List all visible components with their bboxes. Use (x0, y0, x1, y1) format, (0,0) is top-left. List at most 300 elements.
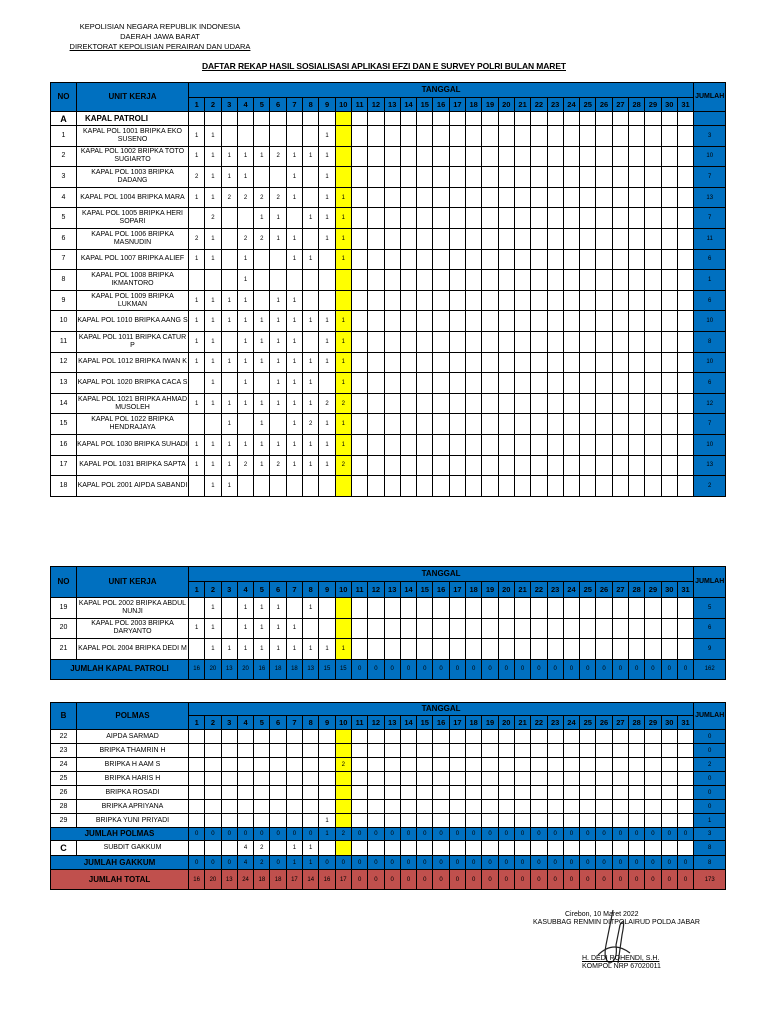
day-cell (661, 167, 677, 188)
day-cell (433, 352, 449, 373)
day-cell (629, 167, 645, 188)
header-no: NO (51, 83, 77, 112)
day-cell (645, 800, 661, 814)
day-cell (335, 841, 351, 856)
day-cell: 1 (189, 393, 205, 414)
letterhead-line-2: DAERAH JAWA BARAT (120, 32, 200, 41)
day-cell: 1 (237, 270, 253, 291)
day-cell (612, 772, 628, 786)
row-total: 10 (694, 352, 726, 373)
day-cell (612, 208, 628, 229)
unit-name: KAPAL POL 2004 BRIPKA DEDI M (77, 639, 189, 660)
summary-cell: 0 (482, 856, 498, 870)
row-number: 16 (51, 434, 77, 455)
summary-cell: 0 (498, 659, 514, 679)
day-cell (400, 744, 416, 758)
day-cell (466, 434, 482, 455)
header-day: 9 (319, 582, 335, 598)
day-cell: 1 (254, 598, 270, 619)
row-number: 15 (51, 414, 77, 435)
day-cell (661, 126, 677, 147)
summary-cell: 1 (286, 856, 302, 870)
day-cell (498, 393, 514, 414)
day-cell (417, 112, 433, 126)
day-cell (189, 598, 205, 619)
day-cell (514, 187, 530, 208)
header-day: 3 (221, 98, 237, 112)
unit-name: BRIPKA H AAM S (77, 758, 189, 772)
day-cell (400, 786, 416, 800)
day-cell (482, 476, 498, 497)
header-day: 14 (400, 582, 416, 598)
day-cell (482, 187, 498, 208)
summary-cell: 0 (449, 828, 465, 841)
day-cell (612, 331, 628, 352)
header-day: 11 (351, 582, 367, 598)
summary-cell: 0 (433, 856, 449, 870)
day-cell (677, 311, 693, 332)
day-cell (612, 290, 628, 311)
summary-cell: 4 (237, 856, 253, 870)
day-cell (563, 786, 579, 800)
day-cell (449, 146, 465, 167)
day-cell (677, 249, 693, 270)
table-row (51, 758, 726, 772)
day-cell (270, 476, 286, 497)
day-cell (351, 146, 367, 167)
day-cell (661, 618, 677, 639)
day-cell (319, 618, 335, 639)
day-cell (286, 208, 302, 229)
day-cell: 1 (205, 352, 221, 373)
day-cell (661, 434, 677, 455)
day-cell (319, 772, 335, 786)
day-cell: 1 (286, 146, 302, 167)
day-cell (514, 730, 530, 744)
day-cell (449, 393, 465, 414)
day-cell: 2 (254, 841, 270, 856)
day-cell (547, 249, 563, 270)
day-cell (482, 393, 498, 414)
day-cell: 1 (237, 639, 253, 660)
summary-cell: 13 (221, 659, 237, 679)
header-unit: UNIT KERJA (77, 567, 189, 598)
day-cell (612, 311, 628, 332)
summary-cell: 0 (596, 828, 612, 841)
day-cell (498, 311, 514, 332)
day-cell (547, 455, 563, 476)
day-cell (629, 373, 645, 394)
day-cell (466, 311, 482, 332)
day-cell (303, 228, 319, 249)
day-cell (286, 814, 302, 828)
day-cell (596, 598, 612, 619)
header-day: 21 (514, 98, 530, 112)
day-cell (661, 476, 677, 497)
day-cell (417, 393, 433, 414)
day-cell (384, 249, 400, 270)
day-cell: 1 (286, 290, 302, 311)
header-no: NO (51, 567, 77, 598)
day-cell (645, 146, 661, 167)
day-cell: 1 (254, 331, 270, 352)
summary-cell: 0 (612, 828, 628, 841)
day-cell (433, 146, 449, 167)
day-cell (368, 639, 384, 660)
day-cell (629, 331, 645, 352)
day-cell (645, 311, 661, 332)
day-cell (270, 800, 286, 814)
day-cell: 1 (205, 373, 221, 394)
header-day: 1 (189, 98, 205, 112)
day-cell (368, 311, 384, 332)
day-cell (400, 814, 416, 828)
day-cell (417, 290, 433, 311)
day-cell (384, 146, 400, 167)
day-cell (335, 146, 351, 167)
day-cell (466, 290, 482, 311)
day-cell (189, 758, 205, 772)
day-cell (547, 800, 563, 814)
day-cell (417, 639, 433, 660)
day-cell (384, 331, 400, 352)
header-day: 27 (612, 716, 628, 730)
day-cell (629, 786, 645, 800)
day-cell (254, 373, 270, 394)
day-cell (498, 208, 514, 229)
day-cell: 1 (270, 434, 286, 455)
day-cell (531, 730, 547, 744)
day-cell: 1 (286, 841, 302, 856)
day-cell (433, 758, 449, 772)
day-cell (368, 434, 384, 455)
summary-cell: 0 (514, 856, 530, 870)
day-cell (384, 476, 400, 497)
day-cell (629, 455, 645, 476)
summary-cell: 0 (433, 659, 449, 679)
day-cell: 1 (286, 167, 302, 188)
day-cell: 1 (205, 290, 221, 311)
summary-cell: 0 (400, 828, 416, 841)
day-cell (254, 814, 270, 828)
day-cell (629, 841, 645, 856)
day-cell (580, 476, 596, 497)
day-cell (466, 455, 482, 476)
day-cell (384, 455, 400, 476)
day-cell: 1 (303, 311, 319, 332)
day-cell (482, 618, 498, 639)
day-cell (335, 730, 351, 744)
day-cell (498, 476, 514, 497)
header-day: 7 (286, 716, 302, 730)
header-day: 20 (498, 98, 514, 112)
day-cell (661, 290, 677, 311)
day-cell (270, 249, 286, 270)
day-cell (466, 800, 482, 814)
summary-total: 3 (694, 828, 726, 841)
header-day: 3 (221, 716, 237, 730)
day-cell (580, 187, 596, 208)
day-cell: 1 (270, 618, 286, 639)
header-day: 10 (335, 582, 351, 598)
day-cell (677, 187, 693, 208)
summary-cell: 0 (661, 659, 677, 679)
day-cell (661, 455, 677, 476)
day-cell (612, 434, 628, 455)
unit-name: BRIPKA APRIYANA (77, 800, 189, 814)
day-cell (531, 112, 547, 126)
day-cell (514, 744, 530, 758)
day-cell (400, 800, 416, 814)
summary-cell: 0 (498, 828, 514, 841)
summary-cell: 0 (677, 856, 693, 870)
table-row (51, 744, 726, 758)
day-cell (677, 331, 693, 352)
day-cell (580, 290, 596, 311)
day-cell (319, 270, 335, 291)
day-cell (596, 414, 612, 435)
summary-cell: 17 (286, 870, 302, 890)
row-number: 17 (51, 455, 77, 476)
row-total: 10 (694, 311, 726, 332)
day-cell (449, 249, 465, 270)
day-cell (368, 270, 384, 291)
header-day: 19 (482, 98, 498, 112)
summary-cell: 0 (270, 856, 286, 870)
day-cell (351, 270, 367, 291)
day-cell (531, 814, 547, 828)
day-cell (466, 786, 482, 800)
header-day: 28 (629, 582, 645, 598)
day-cell (319, 249, 335, 270)
day-cell (482, 786, 498, 800)
day-cell (335, 618, 351, 639)
row-total: 2 (694, 758, 726, 772)
day-cell (417, 414, 433, 435)
day-cell (384, 208, 400, 229)
day-cell (221, 618, 237, 639)
signature-position: KASUBBAG RENMIN DITPOLAIRUD POLDA JABAR (533, 919, 700, 926)
header-day: 18 (466, 582, 482, 598)
recap-table-kapal-patroli-2 (50, 566, 726, 680)
day-cell (449, 758, 465, 772)
row-number: 19 (51, 598, 77, 619)
summary-cell: 1 (319, 828, 335, 841)
unit-name: KAPAL POL 1011 BRIPKA CATUR P (77, 331, 189, 352)
header-day: 31 (677, 98, 693, 112)
header-day: 4 (237, 98, 253, 112)
day-cell (482, 434, 498, 455)
day-cell (400, 187, 416, 208)
day-cell (498, 744, 514, 758)
row-number: 10 (51, 311, 77, 332)
summary-cell: 14 (303, 870, 319, 890)
day-cell (629, 434, 645, 455)
header-day: 10 (335, 716, 351, 730)
day-cell (384, 352, 400, 373)
day-cell (629, 187, 645, 208)
row-number: 1 (51, 126, 77, 147)
day-cell (563, 618, 579, 639)
day-cell (531, 455, 547, 476)
summary-cell: 15 (335, 659, 351, 679)
day-cell: 1 (319, 146, 335, 167)
day-cell: 1 (221, 311, 237, 332)
summary-cell: 0 (417, 870, 433, 890)
day-cell: 1 (254, 352, 270, 373)
day-cell (661, 758, 677, 772)
row-total: 7 (694, 208, 726, 229)
unit-name: BRIPKA HARIS H (77, 772, 189, 786)
day-cell (580, 112, 596, 126)
day-cell (580, 730, 596, 744)
row-total: 12 (694, 393, 726, 414)
day-cell (563, 758, 579, 772)
day-cell (645, 373, 661, 394)
day-cell (449, 476, 465, 497)
summary-cell: 16 (254, 659, 270, 679)
day-cell (677, 598, 693, 619)
day-cell (612, 414, 628, 435)
table-row (51, 311, 726, 332)
day-cell (319, 730, 335, 744)
day-cell (677, 393, 693, 414)
day-cell (661, 311, 677, 332)
day-cell (205, 800, 221, 814)
day-cell (645, 187, 661, 208)
day-cell (351, 373, 367, 394)
summary-cell: 0 (368, 856, 384, 870)
day-cell: 2 (270, 455, 286, 476)
row-total: 1 (694, 814, 726, 828)
day-cell (319, 841, 335, 856)
day-cell (351, 208, 367, 229)
day-cell (449, 434, 465, 455)
summary-cell: 0 (629, 856, 645, 870)
unit-name: KAPAL POL 2002 BRIPKA ABDUL NUNJI (77, 598, 189, 619)
letterhead-line-1: KEPOLISIAN NEGARA REPUBLIK INDONESIA (79, 22, 241, 31)
day-cell (547, 146, 563, 167)
day-cell (449, 331, 465, 352)
day-cell (384, 270, 400, 291)
day-cell (270, 167, 286, 188)
day-cell (189, 112, 205, 126)
day-cell (433, 290, 449, 311)
day-cell (417, 331, 433, 352)
day-cell: 1 (303, 434, 319, 455)
header-day: 12 (368, 582, 384, 598)
header-day: 13 (384, 582, 400, 598)
day-cell: 1 (237, 373, 253, 394)
day-cell (547, 476, 563, 497)
day-cell (612, 476, 628, 497)
day-cell: 1 (286, 331, 302, 352)
unit-name: KAPAL POL 1003 BRIPKA DADANG (77, 167, 189, 188)
header-day: 15 (417, 582, 433, 598)
header-jumlah: JUMLAH (694, 567, 726, 598)
day-cell (514, 373, 530, 394)
day-cell (449, 772, 465, 786)
day-cell (580, 373, 596, 394)
day-cell: 1 (221, 352, 237, 373)
day-cell (189, 373, 205, 394)
day-cell (612, 814, 628, 828)
summary-cell: 0 (368, 828, 384, 841)
unit-name: KAPAL POL 2001 AIPDA SABANDI (77, 476, 189, 497)
day-cell (531, 270, 547, 291)
day-cell (237, 744, 253, 758)
day-cell: 2 (205, 208, 221, 229)
day-cell (400, 772, 416, 786)
day-cell (449, 455, 465, 476)
day-cell (466, 187, 482, 208)
summary-cell: 0 (433, 870, 449, 890)
day-cell (433, 270, 449, 291)
day-cell (612, 352, 628, 373)
day-cell (514, 414, 530, 435)
day-cell: 1 (237, 167, 253, 188)
summary-cell: 0 (514, 870, 530, 890)
day-cell: 1 (205, 167, 221, 188)
day-cell (466, 208, 482, 229)
day-cell (417, 352, 433, 373)
recap-table-kapal-patroli-1 (50, 82, 726, 497)
header-day: 12 (368, 716, 384, 730)
day-cell (449, 841, 465, 856)
day-cell (645, 290, 661, 311)
summary-cell: 0 (580, 828, 596, 841)
day-cell (417, 126, 433, 147)
day-cell: 1 (335, 249, 351, 270)
day-cell (368, 841, 384, 856)
day-cell (351, 126, 367, 147)
summary-cell: 0 (547, 659, 563, 679)
summary-cell: 0 (661, 828, 677, 841)
summary-cell: 0 (384, 870, 400, 890)
day-cell (254, 270, 270, 291)
summary-cell: 0 (677, 870, 693, 890)
day-cell (433, 639, 449, 660)
day-cell (563, 744, 579, 758)
day-cell (270, 126, 286, 147)
day-cell (368, 476, 384, 497)
summary-cell: 16 (319, 870, 335, 890)
day-cell: 1 (303, 208, 319, 229)
summary-cell: 0 (351, 828, 367, 841)
day-cell (400, 208, 416, 229)
day-cell (580, 311, 596, 332)
day-cell (547, 730, 563, 744)
day-cell (466, 639, 482, 660)
day-cell (629, 744, 645, 758)
header-day: 28 (629, 716, 645, 730)
day-cell (433, 814, 449, 828)
day-cell: 1 (205, 393, 221, 414)
day-cell (368, 730, 384, 744)
header-day: 30 (661, 582, 677, 598)
summary-cell: 0 (319, 856, 335, 870)
day-cell: 1 (205, 311, 221, 332)
day-cell (433, 393, 449, 414)
day-cell (547, 331, 563, 352)
day-cell (645, 393, 661, 414)
day-cell (400, 311, 416, 332)
day-cell (384, 187, 400, 208)
day-cell (335, 800, 351, 814)
day-cell (514, 311, 530, 332)
day-cell (547, 270, 563, 291)
day-cell (335, 786, 351, 800)
